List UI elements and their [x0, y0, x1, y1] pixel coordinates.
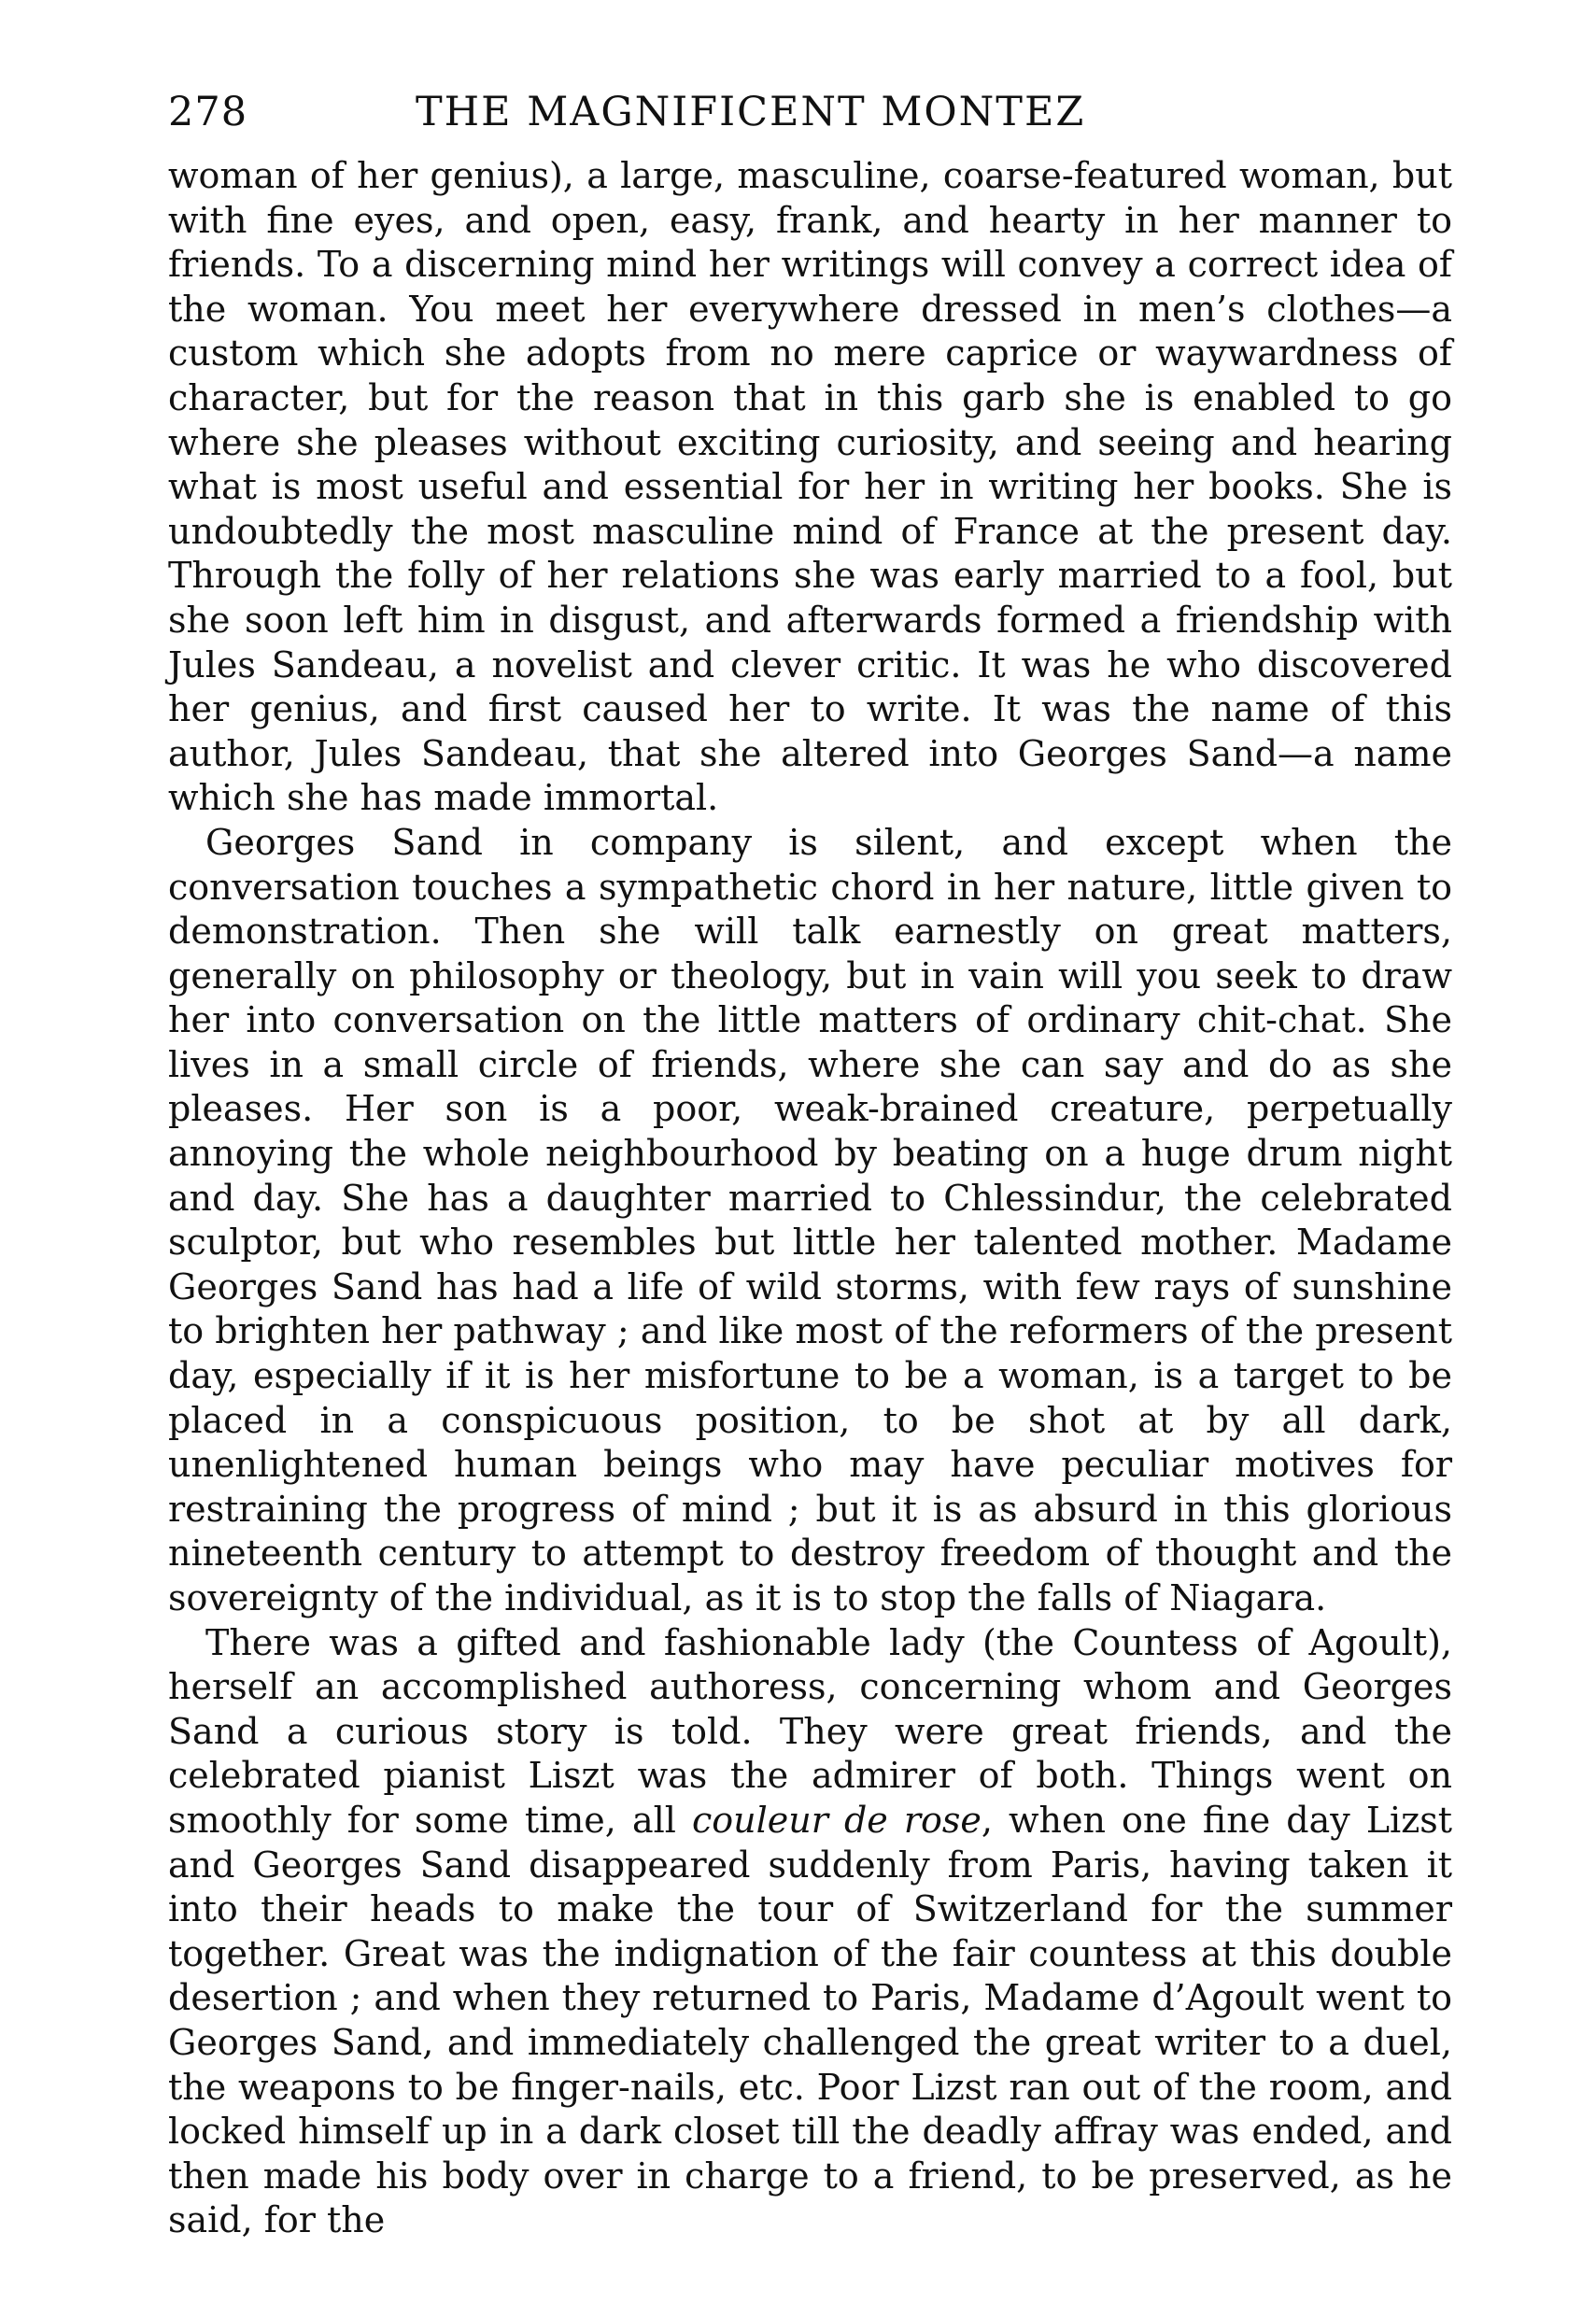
italic-phrase: couleur de rose [691, 1799, 982, 1841]
running-header [168, 89, 1452, 145]
book-page [168, 89, 1452, 2243]
paragraph-georges-sand-in-company: Georges Sand in company is silent, and except when the conversation touches a sympathetic chord in her nature, little given to demonstration. Then she will talk earnestly on great matters, generally on philosophy or theology, but in vain will you seek to draw her into conversation on the little matters of ordinary chit-chat. She lives in a small circle of friends, where she can say and do as she pleases. Her son is a poor, weak-brained creature, perpetually annoying the whole neighbourhood by beating on a huge drum night and day. She has a daughter married to Chlessindur, the celebrated sculptor, but who resembles but little her talented mother. Madame Georges Sand has had a life of wild storms, with few rays of sunshine to brighten her pathway ; and like most of the reformers of the present day, especially if it is her misfortune to be a woman, is a target to be placed in a conspicuous position, to be shot at by all dark, unenlightened human beings who may have peculiar motives for restraining the progress of mind ; but it is as absurd in this glorious nineteenth century to attempt to destroy freedom of thought and the sovereignty of the individual, as it is to stop the falls of Niagara. [168, 821, 1452, 1618]
paragraph-countess-of-agoult [168, 1621, 1452, 2243]
paragraph-continuation: woman of her genius), a large, masculine, coarse-featured woman, but with fine eyes, and open, easy, frank, and hearty in her manner to friends. To a discerning mind her writings will convey a correct idea of the woman. You meet her everywhere dressed in men’s clothes—a custom which she adopts from no mere caprice or waywardness of character, but for the reason that in this garb she is enabled to go where she pleases without exciting curiosity, and seeing and hearing what is most useful and essential for her in writing her books. She is undoubtedly the most masculine mind of France at the present day. Through the folly of her relations she was early married to a fool, but she soon left him in disgust, and afterwards formed a friendship with Jules Sandeau, a novelist and clever critic. It was he who discovered her genius, and first caused her to write. It was the name of this author, Jules Sandeau, that she altered into Georges Sand—a name which she has made immortal. [168, 155, 1452, 819]
paragraph-text-after-italic: , when one fine day Lizst and Georges Sand disappeared suddenly from Paris, having taken it into their heads to make the tour of Switzerland for the summer together. Great was the indignation of the fair countess at this double desertion ; and when they returned to Paris, Madame d’Agoult went to Georges Sand, and immediately challenged the great writer to a duel, the weapons to be finger-nails, etc. Poor Lizst ran out of the room, and locked himself up in a dark closet till the deadly affray was ended, and then made his body over in charge to a friend, to be preserved, as he said, for the [168, 1799, 1452, 2241]
running-title: THE MAGNIFICENT MONTEZ [416, 89, 1086, 135]
paragraph-text-before-italic: There was a gifted and fashionable lady (the Countess of Agoult), herself an accomplished authoress, concerning whom and Georges Sand a curious story is told. They were great friends, and the celebrated pianist Liszt was the admirer of both. Things went on smoothly for some time, all [168, 1621, 1452, 1841]
page-number: 278 [168, 89, 248, 135]
body-text [168, 154, 1452, 2243]
